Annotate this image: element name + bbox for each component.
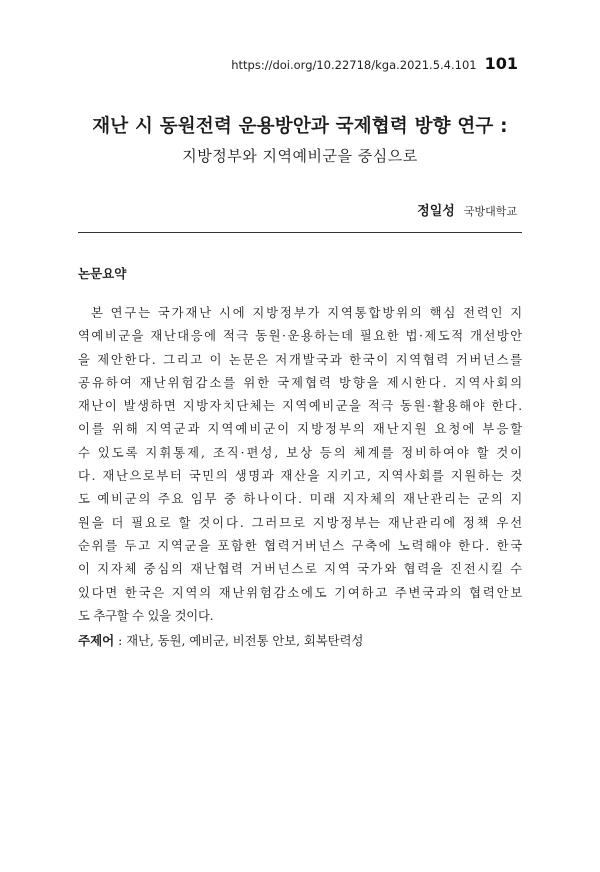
page-header [231,54,518,73]
abstract-body [78,302,525,628]
abstract-line: 수 있도록 지휘통제, 조직·편성, 보상 등의 체계를 정비하여야 할 것이 [78,445,525,460]
abstract-line: 도 예비군의 주요 임무 중 하나이다. 미래 지자체의 재난관리는 군의 지 [78,492,524,507]
abstract-line: 원을 더 필요로 할 것이다. 그러므로 지방정부는 재난관리에 정책 우선 [78,515,525,530]
author-name: 정일성 [417,204,455,219]
abstract-line: 재난이 발생하면 지방자치단체는 지역예비군을 적극 동원·활용해야 한다. [78,399,524,414]
author-affiliation: 국방대학교 [463,205,517,218]
abstract-line: 을 제안한다. 그리고 이 논문은 저개발국과 한국이 지역협력 거버넌스를 [78,352,524,367]
abstract-line: 역예비군을 재난대응에 적극 동원·운용하는데 필요한 법·제도적 개선방안 [78,329,524,344]
abstract-line: 공유하여 재난위험감소를 위한 국제협력 방향을 제시한다. 지역사회의 [78,375,525,390]
page-number: 101 [484,54,518,73]
keywords-list: 재난, 동원, 예비군, 비전통 안보, 회복탄력성 [126,634,364,648]
paper-title: 재난 시 동원전력 운용방안과 국제협력 방향 연구 : [92,116,508,137]
abstract-line: 이를 위해 지역군과 지역예비군이 지방정부의 재난지원 요청에 부응할 [78,422,525,437]
keywords-separator: : [114,634,127,648]
abstract-line: 이 지자체 중심의 재난협력 거버넌스로 지역 국가와 협력을 진전시킬 수 [78,562,524,577]
paper-subtitle: 지방정부와 지역예비군을 중심으로 [182,147,418,165]
author-line [417,200,517,219]
abstract-line: 순위를 두고 지역군을 포함한 협력거버넌스 구축에 노력해야 한다. 한국 [78,538,524,553]
abstract-line: 본 연구는 국가재난 시에 지방정부가 지역통합방위의 핵심 전력인 지 [91,306,525,320]
abstract-line: 도 추구할 수 있을 것이다. [78,608,214,623]
abstract-heading: 논문요약 [78,266,127,281]
keywords [78,631,363,649]
title-divider [78,232,522,233]
doi-link[interactable]: https://doi.org/10.22718/kga.2021.5.4.101 [231,58,477,72]
abstract-line: 있다면 한국은 지역의 재난위험감소에도 기여하고 주변국과의 협력안보 [78,585,525,600]
keywords-label: 주제어 [78,633,115,648]
abstract-line: 다. 재난으로부터 국민의 생명과 재산을 지키고, 지역사회를 지원하는 것 [78,469,524,484]
